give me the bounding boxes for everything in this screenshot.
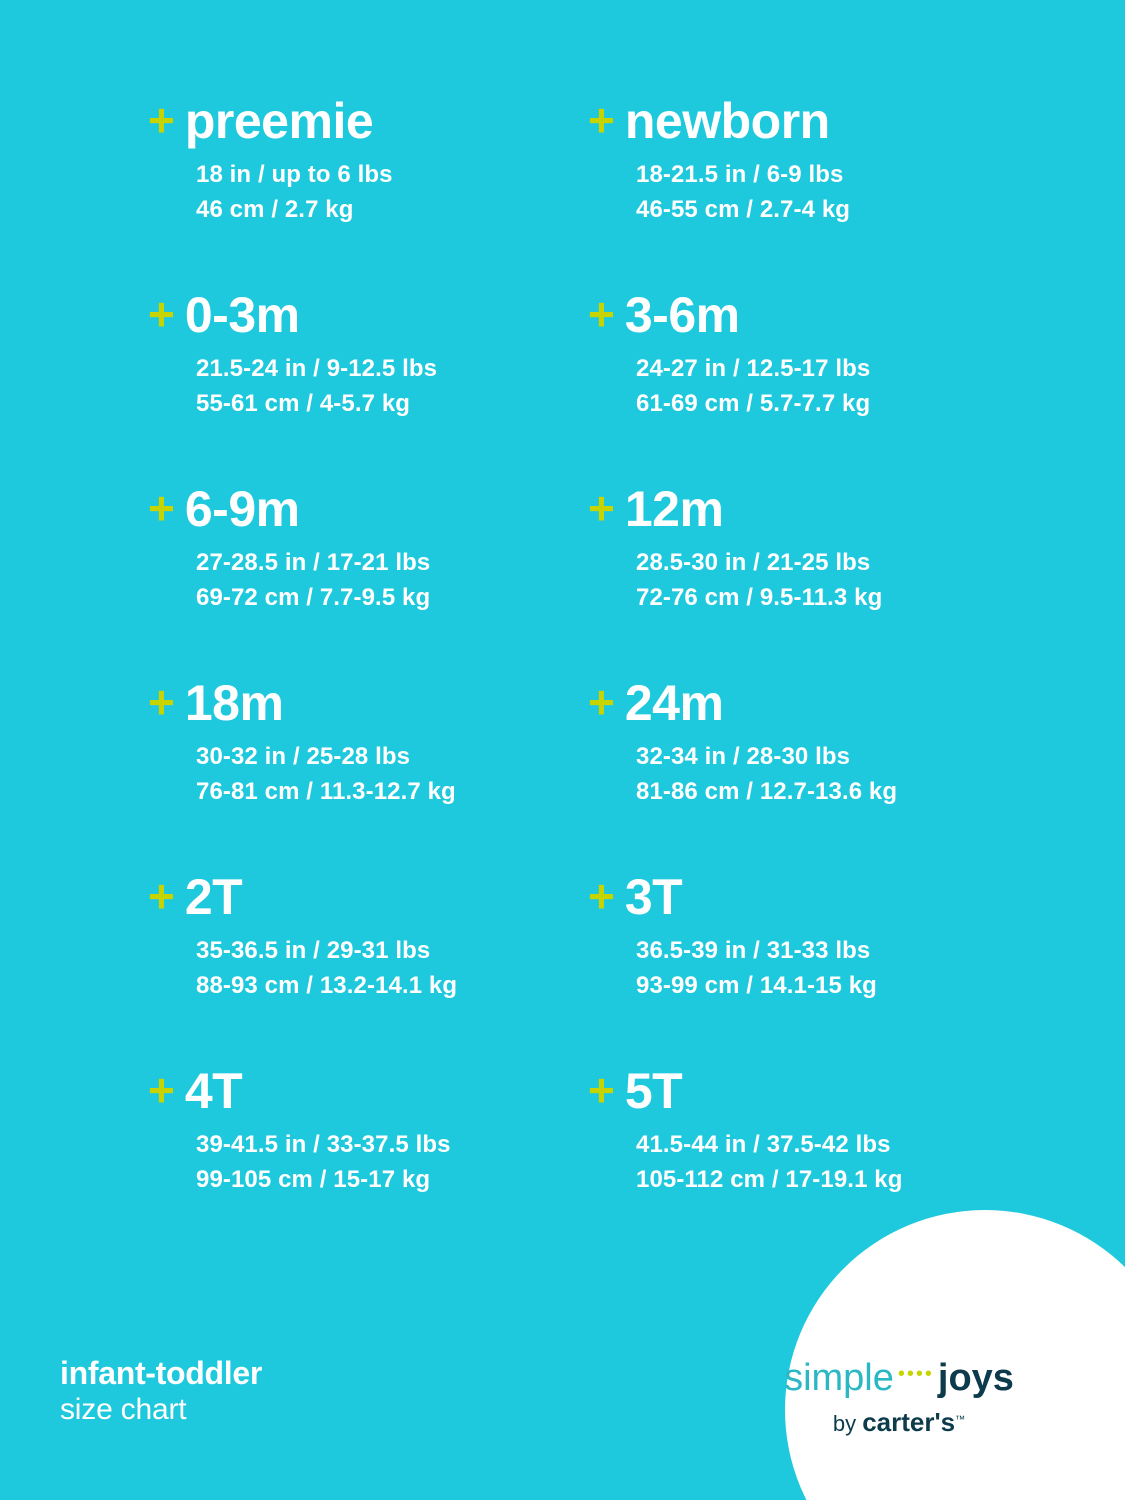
measurement-metric: 69-72 cm / 7.7-9.5 kg (196, 583, 431, 611)
measurement-imperial: 18 in / up to 6 lbs (196, 161, 393, 188)
measurement-metric: 81-86 cm / 12.7-13.6 kg (636, 777, 898, 805)
size-heading (588, 869, 1008, 925)
page-subtitle: size chart (60, 1393, 187, 1426)
size-entry-newborn (588, 93, 1008, 290)
size-heading (588, 481, 1008, 537)
brand-byline (769, 1407, 1029, 1438)
measurement-imperial: 18-21.5 in / 6-9 lbs (636, 161, 844, 188)
plus-icon: + (148, 94, 175, 146)
size-entry-18m (148, 675, 588, 872)
size-label: preemie (184, 93, 374, 149)
size-entry-4t (148, 1063, 588, 1260)
brand-logo (769, 1359, 1029, 1438)
brand-joys-text: joys (937, 1357, 1014, 1399)
plus-icon: + (148, 676, 175, 728)
plus-icon: + (148, 870, 175, 922)
plus-icon: + (588, 482, 615, 534)
size-label: 3T (624, 869, 683, 925)
size-label: 12m (624, 481, 724, 537)
size-entry-preemie (148, 93, 588, 290)
size-entry-12m (588, 481, 1008, 678)
measurement-metric: 61-69 cm / 5.7-7.7 kg (636, 389, 871, 417)
plus-icon: + (588, 288, 615, 340)
measurement-imperial: 24-27 in / 12.5-17 lbs (636, 355, 871, 382)
size-measurements (148, 352, 588, 422)
plus-icon: + (588, 676, 615, 728)
measurement-imperial: 21.5-24 in / 9-12.5 lbs (196, 355, 438, 382)
size-grid (148, 93, 1008, 1260)
measurement-metric: 46-55 cm / 2.7-4 kg (636, 195, 851, 223)
size-measurements (588, 158, 1008, 228)
size-measurements (148, 934, 588, 1004)
size-measurements (588, 934, 1008, 1004)
size-label: 4T (184, 1063, 243, 1119)
size-label: 5T (624, 1063, 683, 1119)
size-label: 18m (184, 675, 284, 731)
measurement-metric: 55-61 cm / 4-5.7 kg (196, 389, 411, 417)
measurement-imperial: 27-28.5 in / 17-21 lbs (196, 549, 431, 576)
plus-icon: + (588, 870, 615, 922)
size-heading (588, 1063, 1008, 1119)
size-entry-24m (588, 675, 1008, 872)
measurement-metric: 99-105 cm / 15-17 kg (196, 1165, 431, 1193)
brand-carters-text: carter's (862, 1407, 956, 1437)
measurement-metric: 76-81 cm / 11.3-12.7 kg (196, 777, 456, 805)
size-measurements (588, 352, 1008, 422)
size-measurements (148, 546, 588, 616)
measurement-imperial: 32-34 in / 28-30 lbs (636, 743, 851, 770)
size-label: 3-6m (624, 287, 740, 343)
size-heading (588, 93, 1008, 149)
measurement-metric: 93-99 cm / 14.1-15 kg (636, 971, 877, 999)
brand-by-text: by (832, 1411, 857, 1436)
plus-icon: + (588, 94, 615, 146)
size-label: newborn (624, 93, 830, 149)
size-heading (148, 93, 588, 149)
size-measurements (588, 546, 1008, 616)
page-title: infant-toddler (60, 1355, 262, 1392)
measurement-metric: 88-93 cm / 13.2-14.1 kg (196, 971, 458, 999)
size-heading (148, 675, 588, 731)
size-label: 2T (184, 869, 243, 925)
measurement-metric: 46 cm / 2.7 kg (196, 195, 354, 223)
size-entry-3t (588, 869, 1008, 1066)
plus-icon: + (148, 288, 175, 340)
size-measurements (588, 740, 1008, 810)
size-measurements (148, 1128, 588, 1198)
size-heading (588, 287, 1008, 343)
measurement-imperial: 39-41.5 in / 33-37.5 lbs (196, 1131, 451, 1158)
plus-icon: + (148, 482, 175, 534)
measurement-imperial: 41.5-44 in / 37.5-42 lbs (636, 1131, 891, 1158)
size-heading (148, 481, 588, 537)
measurement-metric: 72-76 cm / 9.5-11.3 kg (636, 583, 883, 611)
measurement-imperial: 30-32 in / 25-28 lbs (196, 743, 411, 770)
size-label: 0-3m (184, 287, 300, 343)
measurement-imperial: 36.5-39 in / 31-33 lbs (636, 937, 871, 964)
size-measurements (588, 1128, 1008, 1198)
trademark-icon: ™ (955, 1414, 966, 1426)
size-label: 6-9m (184, 481, 300, 537)
brand-dots-icon: •••• (897, 1363, 934, 1385)
size-measurements (148, 158, 588, 228)
size-heading (148, 869, 588, 925)
brand-simple-text: simple (784, 1357, 894, 1399)
chart-footer (60, 1355, 262, 1428)
size-entry-3-6m (588, 287, 1008, 484)
measurement-imperial: 35-36.5 in / 29-31 lbs (196, 937, 431, 964)
size-entry-0-3m (148, 287, 588, 484)
size-heading (148, 1063, 588, 1119)
plus-icon: + (588, 1064, 615, 1116)
measurement-metric: 105-112 cm / 17-19.1 kg (636, 1165, 903, 1193)
size-entry-6-9m (148, 481, 588, 678)
size-heading (588, 675, 1008, 731)
size-measurements (148, 740, 588, 810)
size-label: 24m (624, 675, 724, 731)
plus-icon: + (148, 1064, 175, 1116)
measurement-imperial: 28.5-30 in / 21-25 lbs (636, 549, 871, 576)
size-entry-2t (148, 869, 588, 1066)
brand-wordmark (769, 1359, 1029, 1397)
size-heading (148, 287, 588, 343)
